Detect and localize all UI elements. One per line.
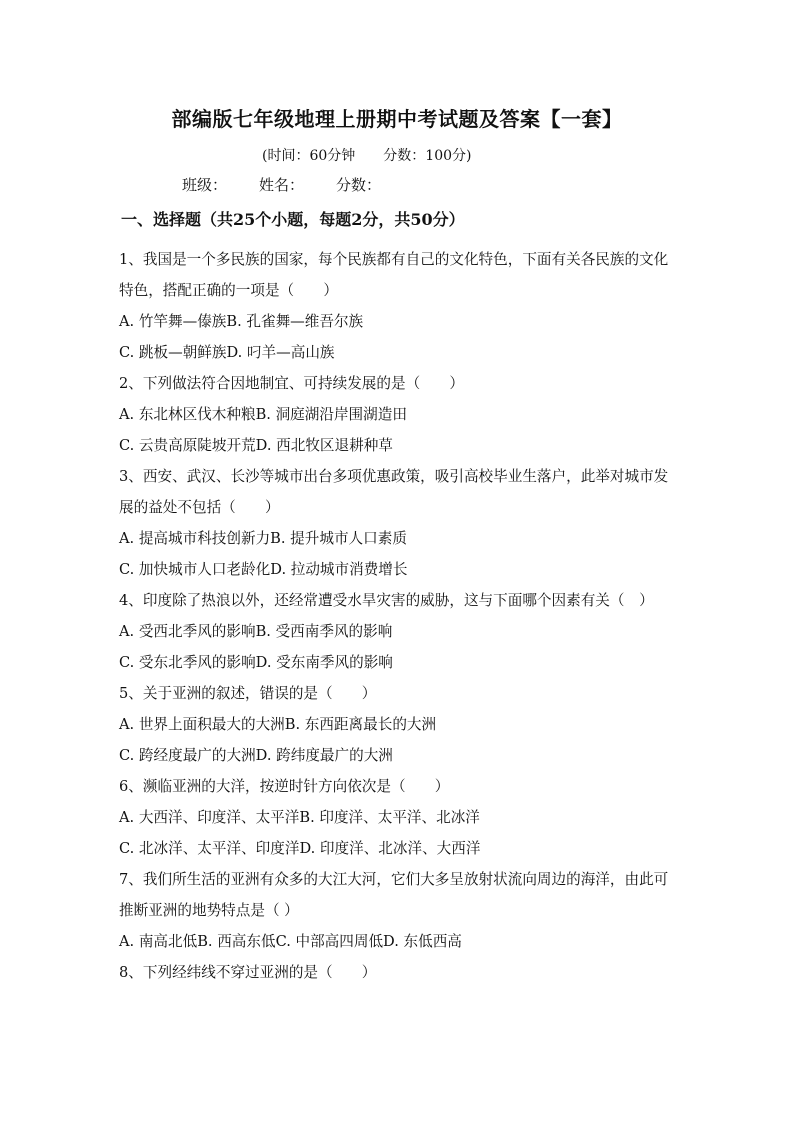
question-list	[119, 244, 681, 988]
exam-total-score: 分数：100分)	[383, 148, 472, 164]
question-option: C. 云贵高原陡坡开荒D. 西北牧区退耕种草	[119, 437, 393, 454]
question-stem: 1、我国是一个多民族的国家，每个民族都有自己的文化特色，下面有关各民族的文化特色，搭配正确的一项是（ ）	[119, 251, 669, 299]
question-option: A. 竹竿舞—傣族B. 孔雀舞—维吾尔族	[119, 313, 364, 330]
question-option: A. 南高北低B. 西高东低C. 中部高四周低D. 东低西高	[119, 933, 462, 950]
name-label: 姓名：	[259, 176, 305, 194]
exam-info	[262, 145, 471, 165]
exam-time: (时间：60分钟	[262, 148, 356, 164]
question-stem: 3、西安、武汉、长沙等城市出台多项优惠政策，吸引高校毕业生落户，此举对城市发展的益处不包括（ ）	[119, 468, 669, 516]
class-label: 班级：	[182, 176, 228, 194]
question-stem: 4、印度除了热浪以外，还经常遭受水旱灾害的威胁，这与下面哪个因素有关（ ）	[119, 592, 654, 609]
question-option: A. 世界上面积最大的大洲B. 东西距离最长的大洲	[119, 716, 437, 733]
question-option: A. 提高城市科技创新力B. 提升城市人口素质	[119, 530, 407, 547]
question-stem: 5、关于亚洲的叙述，错误的是（ ）	[119, 685, 377, 702]
question-stem: 7、我们所生活的亚洲有众多的大江大河，它们大多呈放射状流向周边的海洋，由此可推断亚洲的地势特点是（ ）	[119, 871, 669, 919]
question-stem: 8、下列经纬线不穿过亚洲的是（ ）	[119, 964, 377, 981]
student-info-fields	[182, 174, 381, 195]
question-option: C. 跳板—朝鲜族D. 叼羊—高山族	[119, 344, 335, 361]
question-option: A. 大西洋、印度洋、太平洋B. 印度洋、太平洋、北冰洋	[119, 809, 480, 826]
question-option: C. 北冰洋、太平洋、印度洋D. 印度洋、北冰洋、大西洋	[119, 840, 481, 857]
page-title: 部编版七年级地理上册期中考试题及答案【一套】	[171, 107, 623, 131]
question-option: A. 东北林区伐木种粮B. 洞庭湖沿岸围湖造田	[119, 406, 407, 423]
question-stem: 6、濒临亚洲的大洋，按逆时针方向依次是（ ）	[119, 778, 450, 795]
question-option: C. 加快城市人口老龄化D. 拉动城市消费增长	[119, 561, 408, 578]
question-stem: 2、下列做法符合因地制宜、可持续发展的是（ ）	[119, 375, 464, 392]
question-option: A. 受西北季风的影响B. 受西南季风的影响	[119, 623, 393, 640]
question-option: C. 跨经度最广的大洲D. 跨纬度最广的大洲	[119, 747, 393, 764]
question-option: C. 受东北季风的影响D. 受东南季风的影响	[119, 654, 393, 671]
section-title: 一、选择题（共25个小题，每题2分，共50分）	[121, 210, 465, 229]
score-label: 分数：	[336, 176, 382, 194]
